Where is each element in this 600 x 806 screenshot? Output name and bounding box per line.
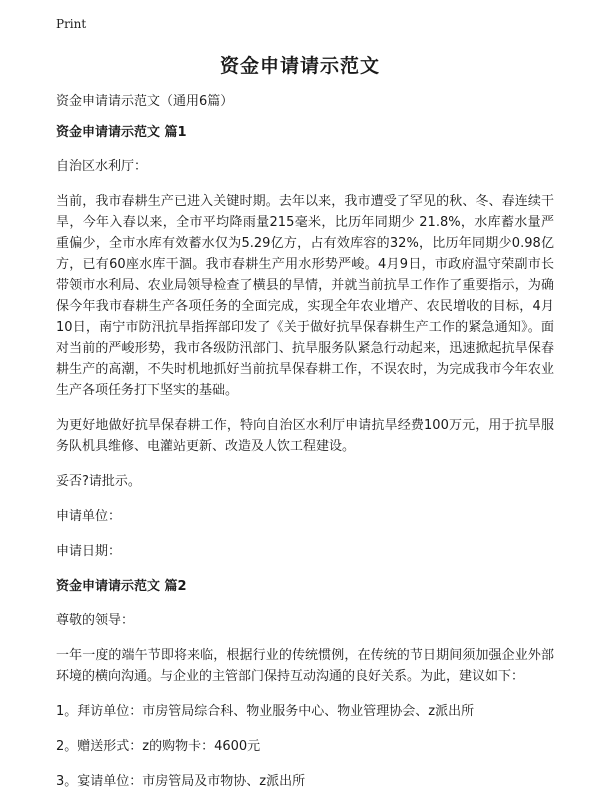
salutation-2: 尊敬的领导： [56,613,135,628]
document-title: 资金申请请示范文 [219,55,380,77]
print-link[interactable]: Print [56,17,87,31]
paragraph-festival-intro: 一年一度的端午节即将来临，根据行业的传统惯例，在传统的节日期间须加强企业外部环境的横向沟通。与企业的主管部门保持互动沟通的良好关系。为此，建议如下： [56,648,554,684]
list-item-banquet-units: 3。宴请单位：市房管局及市物协、z派出所 [56,774,306,789]
paragraph-drought-situation: 当前，我市春耕生产已进入关键时期。去年以来，我市遭受了罕见的秋、冬、春连续干旱，今年入春以来，全市平均降雨量215毫米，比历年同期少 21.8%，水库蓄水量严重偏少，全市水库有效蓄水仅为5.29亿方，占有效库容的32%，比历年同期少0.98亿方，已有60座水库干涸。我市春耕生产用水形势严峻。4月9日，市政府温守荣副市长带领市水利局、农业局领导检查了横县的旱情，并就当前抗旱工作作了重要指示，为确保今年我市春耕生产各项任务的全面完成，实现全年农业增产、农民增收的目标，4月10日，南宁市防汛抗旱指挥部印发了《关于做好抗旱保春耕生产工作的紧急通知》。面对当前的严峻形势，我市各级防汛部门、抗旱服务队紧急行动起来，迅速掀起抗旱保春耕生产的高潮，不失时机地抓好当前抗旱保春耕工作，不误农时，为完成我市今年农业生产各项任务打下坚实的基础。 [56,194,554,398]
applicant-unit-label: 申请单位： [56,509,122,524]
list-item-gift-form: 2。赠送形式：z的购物卡：4600元 [56,739,261,754]
section-heading-2: 资金申请请示范文 篇2 [56,579,187,594]
document-body [56,91,554,806]
paragraph-approval-request: 妥否?请批示。 [56,474,141,489]
paragraph-funding-request: 为更好地做好抗旱保春耕工作，特向自治区水利厅申请抗旱经费100万元，用于抗旱服务队机具维修、电灌站更新、改造及人饮工程建设。 [56,418,554,454]
section-heading-1: 资金申请请示范文 篇1 [56,125,187,140]
application-date-label: 申请日期： [56,544,122,559]
list-item-visit-units: 1。拜访单位：市房管局综合科、物业服务中心、物业管理协会、z派出所 [56,704,475,719]
salutation-1: 自治区水利厅： [56,159,148,174]
document-subtitle: 资金申请请示范文（通用6篇） [56,94,234,109]
